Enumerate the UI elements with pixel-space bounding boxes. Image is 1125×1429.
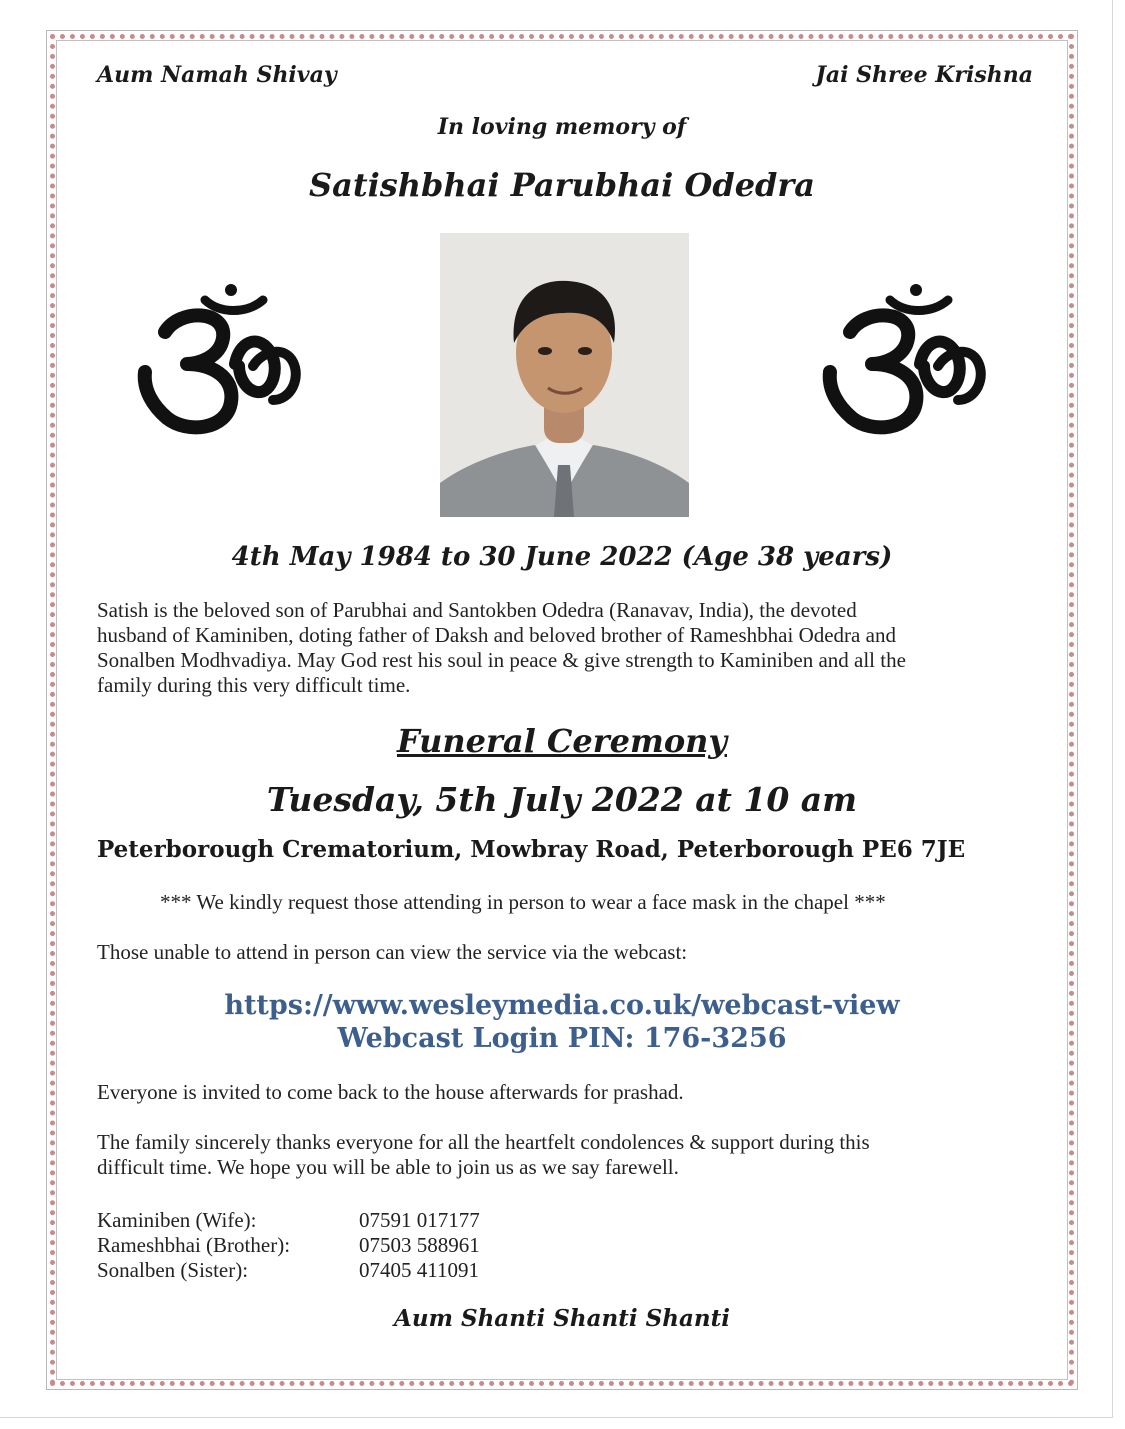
webcast-link[interactable]: https://www.wesleymedia.co.uk/webcast-view bbox=[224, 990, 900, 1021]
contact-row bbox=[97, 1258, 480, 1283]
webcast-pin: Webcast Login PIN: 176-3256 bbox=[337, 1023, 787, 1054]
life-dates: 4th May 1984 to 30 June 2022 (Age 38 years) bbox=[231, 542, 893, 572]
contact-phone: 07405 411091 bbox=[359, 1258, 479, 1282]
tribute-line: Sonalben Modhvadiya. May God rest his soul in peace & give strength to Kaminiben and all the bbox=[97, 648, 906, 672]
greeting-right: Jai Shree Krishna bbox=[815, 62, 1033, 88]
thanks-line: difficult time. We hope you will be able to join us as we say farewell. bbox=[97, 1155, 679, 1179]
mask-request-note: *** We kindly request those attending in person to wear a face mask in the chapel *** bbox=[160, 890, 886, 914]
om-symbol-icon bbox=[135, 280, 305, 440]
memorial-intro: In loving memory of bbox=[437, 114, 687, 140]
portrait-photo bbox=[440, 233, 689, 517]
contact-label: Rameshbhai (Brother): bbox=[97, 1233, 291, 1257]
funeral-venue: Peterborough Crematorium, Mowbray Road, Peterborough PE6 7JE bbox=[97, 836, 966, 863]
tribute-line: family during this very difficult time. bbox=[97, 673, 411, 697]
contact-label: Sonalben (Sister): bbox=[97, 1258, 249, 1282]
closing-prayer: Aum Shanti Shanti Shanti bbox=[394, 1305, 730, 1332]
thanks-line: The family sincerely thanks everyone for all the heartfelt condolences & support during this bbox=[97, 1130, 870, 1154]
thanks-paragraph bbox=[97, 1130, 1027, 1180]
invite-text: Everyone is invited to come back to the house afterwards for prashad. bbox=[97, 1080, 684, 1104]
om-symbol-icon bbox=[820, 280, 990, 440]
tribute-line: husband of Kaminiben, doting father of Daksh and beloved brother of Rameshbhai Odedra and bbox=[97, 623, 896, 647]
contact-label: Kaminiben (Wife): bbox=[97, 1208, 257, 1232]
contact-row bbox=[97, 1208, 480, 1233]
contact-list bbox=[97, 1208, 480, 1283]
webcast-intro: Those unable to attend in person can view the service via the webcast: bbox=[97, 940, 688, 964]
greeting-left: Aum Namah Shivay bbox=[97, 62, 337, 88]
tribute-line: Satish is the beloved son of Parubhai and Santokben Odedra (Ranavav, India), the devoted bbox=[97, 598, 857, 622]
contact-phone: 07503 588961 bbox=[359, 1233, 480, 1257]
contact-phone: 07591 017177 bbox=[359, 1208, 480, 1232]
funeral-date-time: Tuesday, 5th July 2022 at 10 am bbox=[266, 780, 858, 819]
funeral-title: Funeral Ceremony bbox=[396, 722, 728, 760]
tribute-paragraph bbox=[97, 598, 1027, 698]
contact-row bbox=[97, 1233, 480, 1258]
deceased-name: Satishbhai Parubhai Odedra bbox=[308, 166, 816, 204]
